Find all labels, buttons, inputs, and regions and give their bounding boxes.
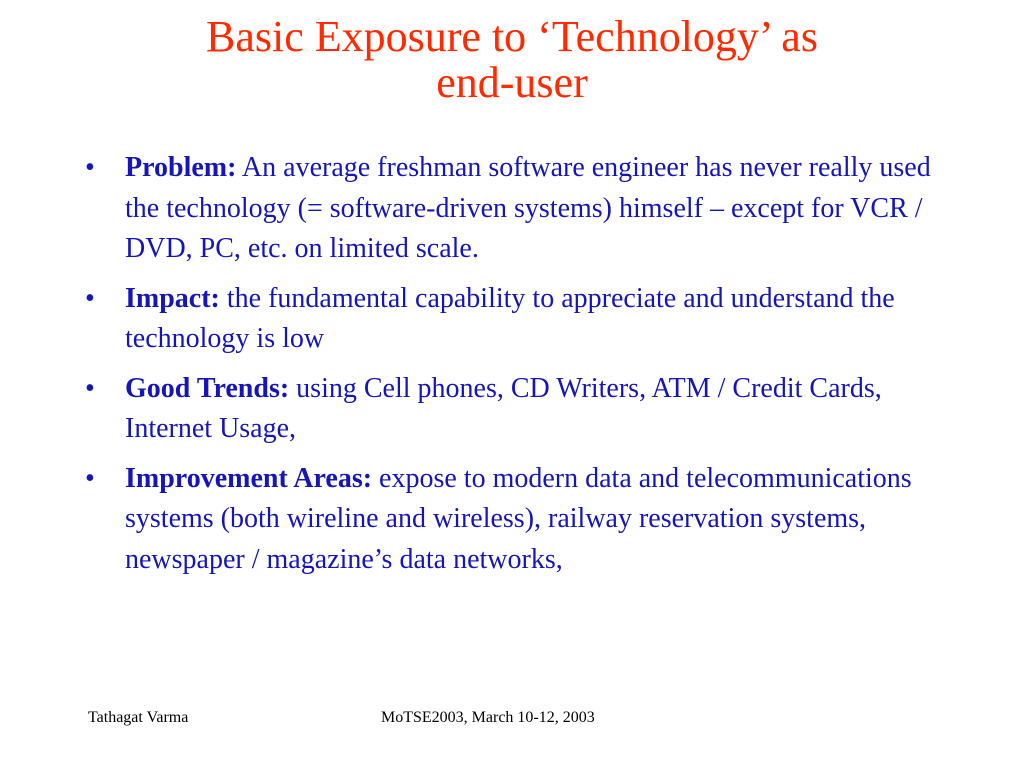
slide-title xyxy=(0,14,1024,106)
bullet-icon: • xyxy=(85,462,95,494)
footer-author: Tathagat Varma xyxy=(88,709,189,726)
bullet-list xyxy=(85,148,945,589)
bullet-icon: • xyxy=(85,152,95,183)
bullet-text: the fundamental capability to appreciate and understand the technology is low xyxy=(125,282,895,354)
bullet-heading: Improvement Areas: xyxy=(125,462,373,494)
bullet-heading: Good Trends: xyxy=(125,372,290,404)
bullet-heading: Impact: xyxy=(125,282,220,314)
bullet-item-problem xyxy=(85,148,945,270)
bullet-text: An average freshman software engineer has never really used the technology (= software-driven systems) himself – except for VCR / DVD, PC, etc. on limited scale. xyxy=(125,152,931,264)
title-line-1: Basic Exposure to ‘Technology’ as xyxy=(206,12,818,61)
title-line-2: end-user xyxy=(436,58,588,107)
footer-event: MoTSE2003, March 10-12, 2003 xyxy=(381,709,595,726)
bullet-item-impact xyxy=(85,279,945,360)
bullet-heading: Problem: xyxy=(125,152,237,183)
bullet-icon: • xyxy=(85,282,95,314)
bullet-text: using Cell phones, CD Writers, ATM / Credit Cards, Internet Usage, xyxy=(125,372,882,444)
bullet-icon: • xyxy=(85,372,95,404)
bullet-item-improvement-areas xyxy=(85,459,945,581)
bullet-item-good-trends xyxy=(85,369,945,450)
bullet-text: expose to modern data and telecommunications systems (both wireline and wireless), railway reservation systems, newspaper / magazine’s data networks, xyxy=(125,462,912,575)
